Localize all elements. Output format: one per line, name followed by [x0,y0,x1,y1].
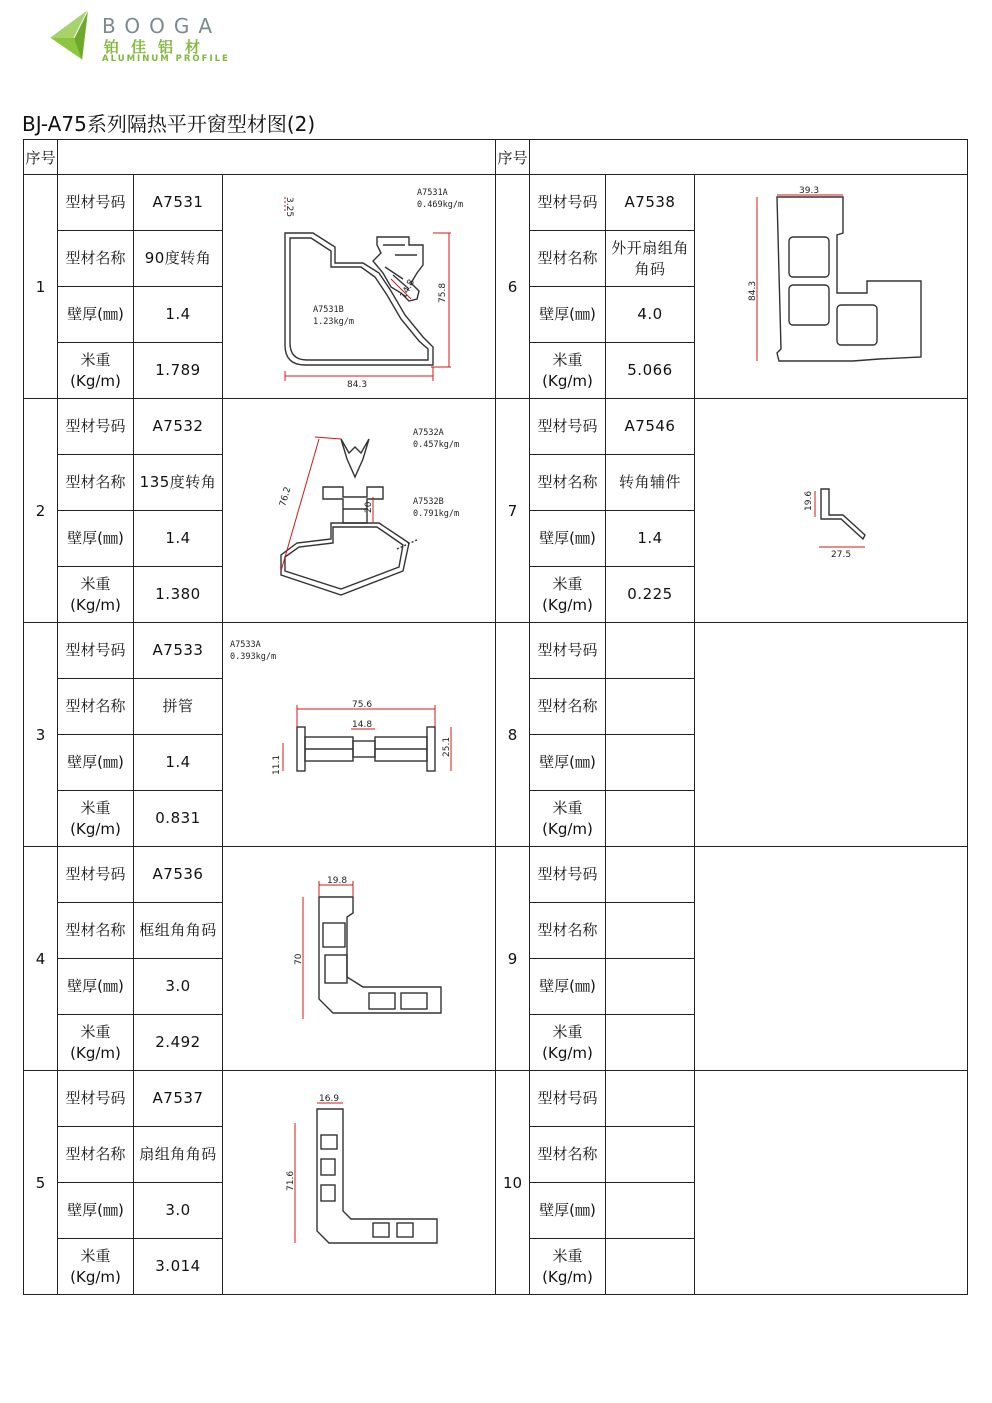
meter-weight [606,791,695,847]
label-name: 型材名称 [530,903,606,959]
meter-weight: 2.492 [134,1015,223,1071]
label-weight [58,1015,134,1071]
profile-code [606,1071,695,1127]
label-weight-unit: (Kg/m) [542,819,593,838]
label-thickness: 壁厚(㎜) [530,735,606,791]
profile-name: 拼管 [134,679,223,735]
wall-thickness [606,1183,695,1239]
label-weight [530,1015,606,1071]
profile-drawing [223,623,496,847]
dim-height: 84.3 [748,280,758,301]
header-blank-right [530,140,968,175]
dim-width: 84.3 [347,380,368,390]
page-title: BJ-A75系列隔热平开窗型材图(2) [22,112,316,136]
label-weight [530,567,606,623]
label-weight-unit: (Kg/m) [70,1043,121,1062]
label-name: 型材名称 [530,1127,606,1183]
dim-width: 75.6 [352,700,373,710]
label-weight [58,791,134,847]
label-weight [530,791,606,847]
label-weight-unit: (Kg/m) [542,1267,593,1286]
serial-number: 9 [496,847,530,1071]
label-weight-main: 米重 [552,574,583,593]
label-thickness: 壁厚(㎜) [530,287,606,343]
serial-number: 5 [24,1071,58,1295]
label-weight-main: 米重 [80,350,111,369]
label-code: 型材号码 [530,399,606,455]
label-thickness: 壁厚(㎜) [530,959,606,1015]
label-name: 型材名称 [530,679,606,735]
label-name: 型材名称 [58,231,134,287]
wall-thickness: 1.4 [134,511,223,567]
profile-name [606,1127,695,1183]
wall-thickness: 1.4 [134,287,223,343]
serial-number: 8 [496,623,530,847]
label-code: 型材号码 [530,623,606,679]
profile-code [606,847,695,903]
label-thickness: 壁厚(㎜) [530,511,606,567]
profile-drawing [223,847,496,1071]
dim-top: 16.9 [319,1094,340,1104]
label-weight [58,343,134,399]
label-thickness: 壁厚(㎜) [58,1183,134,1239]
header-serial-left: 序号 [24,140,58,175]
label-weight-unit: (Kg/m) [70,371,121,390]
header-serial-right: 序号 [496,140,530,175]
meter-weight: 1.789 [134,343,223,399]
serial-number: 2 [24,399,58,623]
label-weight [530,1239,606,1295]
dim-inner: 14.8 [352,720,373,730]
label-weight-unit: (Kg/m) [542,371,593,390]
label-weight-unit: (Kg/m) [70,819,121,838]
serial-number: 1 [24,175,58,399]
meter-weight: 0.225 [606,567,695,623]
dim-small: 14.8 [398,278,418,301]
profile-drawing [695,1071,968,1295]
label-code: 型材号码 [530,175,606,231]
profile-name: 框组角角码 [134,903,223,959]
label-weight-main: 米重 [80,1022,111,1041]
brand-logo [48,8,278,62]
profile-name [606,903,695,959]
label-weight-main: 米重 [552,798,583,817]
part-a-code: A7532A [413,428,444,438]
label-weight-unit: (Kg/m) [70,1267,121,1286]
wall-thickness: 1.4 [606,511,695,567]
part-b-code: A7532B [413,497,444,507]
label-name: 型材名称 [530,231,606,287]
label-code: 型材号码 [530,847,606,903]
label-code: 型材号码 [58,399,134,455]
label-weight [58,1239,134,1295]
label-thickness: 壁厚(㎜) [58,287,134,343]
wall-thickness: 4.0 [606,287,695,343]
wall-thickness: 3.0 [134,959,223,1015]
label-code: 型材号码 [58,175,134,231]
label-weight-main: 米重 [80,798,111,817]
part-a-weight: 0.457kg/m [413,440,460,450]
label-thickness: 壁厚(㎜) [58,735,134,791]
dim-top: 39.3 [799,186,820,196]
profile-drawing [223,175,496,399]
part-a-weight: 0.393kg/m [230,652,277,662]
profile-code: A7538 [606,175,695,231]
profile-name: 外开扇组角角码 [606,231,695,287]
dim-height: 71.6 [286,1170,296,1191]
serial-number: 3 [24,623,58,847]
brand-name-en: BOOGA [102,14,222,38]
serial-number: 7 [496,399,530,623]
part-a-weight: 0.469kg/m [417,200,464,210]
profile-code: A7531 [134,175,223,231]
booga-logo-icon [48,8,104,62]
header-blank-left [58,140,496,175]
profile-code: A7532 [134,399,223,455]
label-thickness: 壁厚(㎜) [530,1183,606,1239]
wall-thickness: 1.4 [134,735,223,791]
label-weight-main: 米重 [80,1246,111,1265]
meter-weight [606,1015,695,1071]
wall-thickness [606,735,695,791]
meter-weight: 1.380 [134,567,223,623]
wall-thickness [606,959,695,1015]
serial-number: 6 [496,175,530,399]
profile-name: 135度转角 [134,455,223,511]
meter-weight: 3.014 [134,1239,223,1295]
dim-height: 19.6 [804,490,814,511]
label-weight-main: 米重 [552,1022,583,1041]
profile-drawing [223,399,496,623]
profile-code: A7533 [134,623,223,679]
label-weight-unit: (Kg/m) [70,595,121,614]
label-thickness: 壁厚(㎜) [58,511,134,567]
label-name: 型材名称 [58,679,134,735]
dim-left-h: 11.1 [272,754,282,775]
label-weight-unit: (Kg/m) [542,1043,593,1062]
label-weight-main: 米重 [552,350,583,369]
label-name: 型材名称 [58,903,134,959]
part-a-code: A7531A [417,188,448,198]
part-a-code: A7533A [230,640,261,650]
dim-right-h: 25.1 [442,736,452,757]
dim-mid: 20 [364,501,374,513]
profile-drawing [695,399,968,623]
profile-code: A7537 [134,1071,223,1127]
dim-height: 75.8 [438,282,448,303]
dim-diag: 76.2 [278,485,294,508]
label-weight-main: 米重 [552,1246,583,1265]
dim-top: 3.25 [284,197,294,218]
profile-code: A7546 [606,399,695,455]
serial-number: 10 [496,1071,530,1295]
dim-height: 70 [294,953,304,965]
profile-drawing [223,1071,496,1295]
profile-table [23,139,968,1295]
label-weight [530,343,606,399]
profile-drawing [695,847,968,1071]
meter-weight: 5.066 [606,343,695,399]
label-name: 型材名称 [530,455,606,511]
label-name: 型材名称 [58,1127,134,1183]
profile-name [606,679,695,735]
profile-name: 转角辅件 [606,455,695,511]
label-code: 型材号码 [58,1071,134,1127]
label-code: 型材号码 [58,623,134,679]
profile-name: 扇组角角码 [134,1127,223,1183]
meter-weight: 0.831 [134,791,223,847]
label-code: 型材号码 [530,1071,606,1127]
profile-code [606,623,695,679]
wall-thickness: 3.0 [134,1183,223,1239]
label-weight-unit: (Kg/m) [542,595,593,614]
dim-width: 27.5 [831,550,852,560]
label-weight [58,567,134,623]
profile-drawing [695,175,968,399]
profile-name: 90度转角 [134,231,223,287]
part-b-code: A7531B [313,305,344,315]
serial-number: 4 [24,847,58,1071]
label-thickness: 壁厚(㎜) [58,959,134,1015]
label-name: 型材名称 [58,455,134,511]
dim-top: 19.8 [327,876,348,886]
label-weight-main: 米重 [80,574,111,593]
brand-subtitle: ALUMINUM PROFILE [102,54,230,64]
part-b-weight: 1.23kg/m [313,317,354,327]
meter-weight [606,1239,695,1295]
label-code: 型材号码 [58,847,134,903]
profile-code: A7536 [134,847,223,903]
profile-drawing [695,623,968,847]
part-b-weight: 0.791kg/m [413,509,460,519]
brand-name-cn: 铂佳铝材 [104,38,213,56]
